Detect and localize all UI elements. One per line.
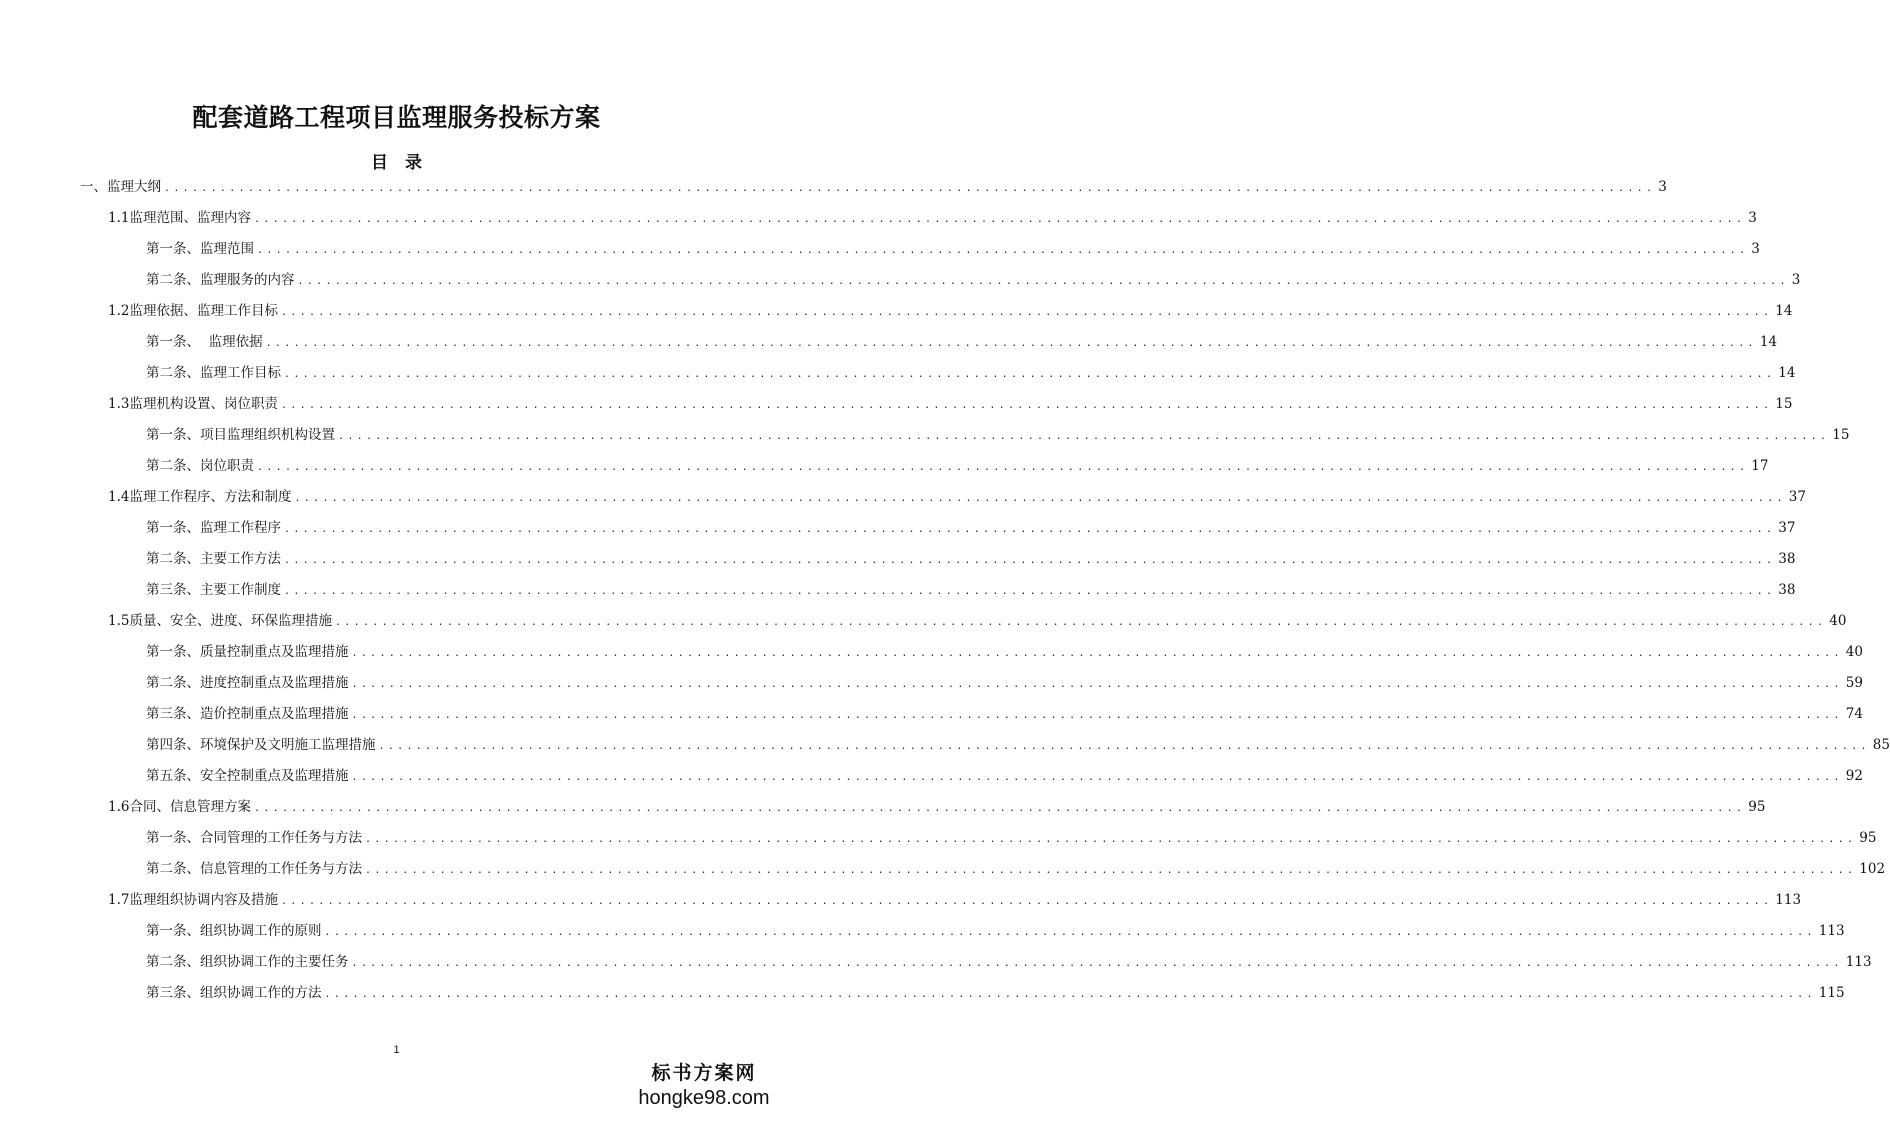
watermark (629, 1062, 779, 1110)
toc-leader-dots: ................................................................................................................................................................ (284, 369, 1776, 380)
toc-entry-page: 85 (1872, 737, 1890, 753)
document-title: 配套道路工程项目监理服务投标方案 (192, 103, 601, 132)
toc-entry[interactable] (146, 921, 1845, 941)
toc-entry-page: 3 (1658, 179, 1667, 195)
toc-entry-label: 第三条、主要工作制度 (146, 582, 281, 598)
toc-entry-label: 第一条、质量控制重点及监理措施 (146, 644, 349, 660)
toc-leader-dots: ................................................................................................................................................................ (284, 524, 1776, 535)
toc-entry[interactable] (146, 425, 1850, 445)
toc-entry-page: 14 (1778, 365, 1796, 381)
toc-entry-label: 第一条、组织协调工作的原则 (146, 923, 322, 939)
page-number: 1 (393, 1044, 400, 1056)
toc-entry-page: 14 (1775, 303, 1793, 319)
toc-entry[interactable] (146, 859, 1886, 879)
toc-entry-label: 1.4监理工作程序、方法和制度 (108, 489, 292, 505)
toc-leader-dots: ................................................................................................................................................................ (253, 803, 1746, 814)
toc-entry[interactable] (146, 518, 1796, 538)
toc-entry[interactable] (146, 580, 1796, 600)
toc-entry-label: 1.3监理机构设置、岗位职责 (108, 396, 278, 412)
toc-entry-page: 3 (1748, 210, 1757, 226)
toc-entry[interactable] (108, 301, 1793, 321)
toc-entry-page: 3 (1751, 241, 1760, 257)
toc-leader-dots: ................................................................................................................................................................ (257, 462, 1749, 473)
toc-entry-page: 37 (1788, 489, 1806, 505)
toc-entry-label: 第一条、监理工作程序 (146, 520, 281, 536)
toc-leader-dots: ................................................................................................................................................................ (351, 648, 1843, 659)
toc-entry[interactable] (108, 487, 1806, 507)
toc-leader-dots: ................................................................................................................................................................ (324, 989, 1816, 1000)
toc-heading: 目 录 (371, 153, 422, 173)
toc-entry-page: 17 (1751, 458, 1769, 474)
toc-leader-dots: ................................................................................................................................................................ (265, 338, 1757, 349)
toc-entry-page: 14 (1759, 334, 1778, 350)
toc-entry-label: 第二条、组织协调工作的主要任务 (146, 954, 349, 970)
toc-entry-label: 第一条、 监理依据 (146, 334, 263, 350)
toc-entry-label: 第二条、监理服务的内容 (146, 272, 295, 288)
toc-entry-label: 1.1监理范围、监理内容 (108, 210, 251, 226)
toc-entry[interactable] (146, 673, 1863, 693)
toc-leader-dots: ................................................................................................................................................................ (324, 927, 1816, 938)
toc-entry-page: 113 (1845, 954, 1872, 970)
toc-entry-label: 第一条、项目监理组织机构设置 (146, 427, 335, 443)
toc-entry-page: 3 (1791, 272, 1801, 288)
toc-entry[interactable] (146, 239, 1760, 259)
toc-leader-dots: ................................................................................................................................................................ (280, 400, 1773, 411)
toc-entry-label: 第二条、岗位职责 (146, 458, 254, 474)
toc-entry-page: 115 (1818, 985, 1845, 1001)
toc-entry-label: 1.7监理组织协调内容及措施 (108, 892, 278, 908)
toc-entry[interactable] (146, 642, 1863, 662)
toc-leader-dots: ................................................................................................................................................................ (365, 865, 1857, 876)
toc-entry-label: 第二条、主要工作方法 (146, 551, 281, 567)
toc-entry-label: 第一条、合同管理的工作任务与方法 (146, 830, 362, 846)
toc-leader-dots: ................................................................................................................................................................ (297, 276, 1789, 287)
toc-entry-page: 95 (1859, 830, 1877, 846)
toc-entry[interactable] (146, 456, 1769, 476)
toc-entry-label: 1.5质量、安全、进度、环保监理措施 (108, 613, 332, 629)
toc-entry[interactable] (146, 704, 1863, 724)
toc-leader-dots: ................................................................................................................................................................ (351, 679, 1843, 690)
toc-entry[interactable] (146, 952, 1872, 972)
toc-entry[interactable] (108, 394, 1793, 414)
toc-leader-dots: ................................................................................................................................................................ (257, 245, 1749, 256)
toc-entry[interactable] (146, 549, 1796, 569)
toc-entry-page: 102 (1859, 861, 1886, 877)
toc-leader-dots: ................................................................................................................................................................ (365, 834, 1857, 845)
toc-leader-dots: ................................................................................................................................................................ (351, 772, 1843, 783)
toc-leader-dots: ................................................................................................................................................................ (351, 958, 1843, 969)
toc-entry-page: 74 (1845, 706, 1863, 722)
toc-entry-label: 1.6合同、信息管理方案 (108, 799, 251, 815)
toc-entry[interactable] (108, 208, 1757, 228)
toc-entry-label: 第三条、造价控制重点及监理措施 (146, 706, 349, 722)
toc-leader-dots: ................................................................................................................................................................ (378, 741, 1870, 752)
toc-leader-dots: ................................................................................................................................................................ (164, 183, 1656, 194)
toc-entry-label: 第三条、组织协调工作的方法 (146, 985, 322, 1001)
toc-entry-page: 40 (1829, 613, 1847, 629)
toc-entry-label: 第四条、环境保护及文明施工监理措施 (146, 737, 376, 753)
toc-leader-dots: ................................................................................................................................................................ (284, 586, 1776, 597)
toc-entry-label: 第二条、进度控制重点及监理措施 (146, 675, 349, 691)
toc-entry-page: 113 (1818, 923, 1845, 939)
toc-entry-page: 59 (1845, 675, 1863, 691)
toc-entry[interactable] (146, 983, 1845, 1003)
toc-entry-page: 38 (1778, 551, 1796, 567)
toc-entry-page: 40 (1845, 644, 1863, 660)
toc-leader-dots: ................................................................................................................................................................ (253, 214, 1746, 225)
toc-entry[interactable] (146, 828, 1877, 848)
toc-entry-label: 第五条、安全控制重点及监理措施 (146, 768, 349, 784)
toc-entry-page: 113 (1775, 892, 1802, 908)
toc-leader-dots: ................................................................................................................................................................ (334, 617, 1827, 628)
toc-leader-dots: ................................................................................................................................................................ (280, 307, 1773, 318)
toc-entry[interactable] (146, 332, 1778, 352)
toc-entry[interactable] (108, 797, 1766, 817)
toc-entry-page: 37 (1778, 520, 1796, 536)
toc-entry-page: 15 (1775, 396, 1793, 412)
toc-entry[interactable] (108, 890, 1802, 910)
toc-entry-label: 第一条、监理范围 (146, 241, 254, 257)
toc-entry-page: 15 (1832, 427, 1850, 443)
toc-entry-page: 92 (1845, 768, 1863, 784)
toc-entry-page: 38 (1778, 582, 1796, 598)
toc-entry[interactable] (146, 735, 1890, 755)
toc-entry-label: 第二条、信息管理的工作任务与方法 (146, 861, 362, 877)
toc-leader-dots: ................................................................................................................................................................ (294, 493, 1786, 504)
toc-entry[interactable] (80, 177, 1667, 197)
toc-leader-dots: ................................................................................................................................................................ (338, 431, 1830, 442)
toc-leader-dots: ................................................................................................................................................................ (351, 710, 1843, 721)
toc-entry-label: 1.2监理依据、监理工作目标 (108, 303, 278, 319)
toc-leader-dots: ................................................................................................................................................................ (280, 896, 1773, 907)
toc-entry-page: 95 (1748, 799, 1766, 815)
watermark-site-name: 标书方案网 (651, 1063, 757, 1084)
toc-entry[interactable] (146, 270, 1801, 290)
toc-entry-label: 第二条、监理工作目标 (146, 365, 281, 381)
toc-leader-dots: ................................................................................................................................................................ (284, 555, 1776, 566)
toc-entry-label: 一、监理大纲 (80, 179, 161, 195)
watermark-url: hongke98.com (638, 1087, 770, 1109)
toc-entry[interactable] (108, 611, 1847, 631)
toc-entry[interactable] (146, 363, 1796, 383)
toc-entry[interactable] (146, 766, 1863, 786)
